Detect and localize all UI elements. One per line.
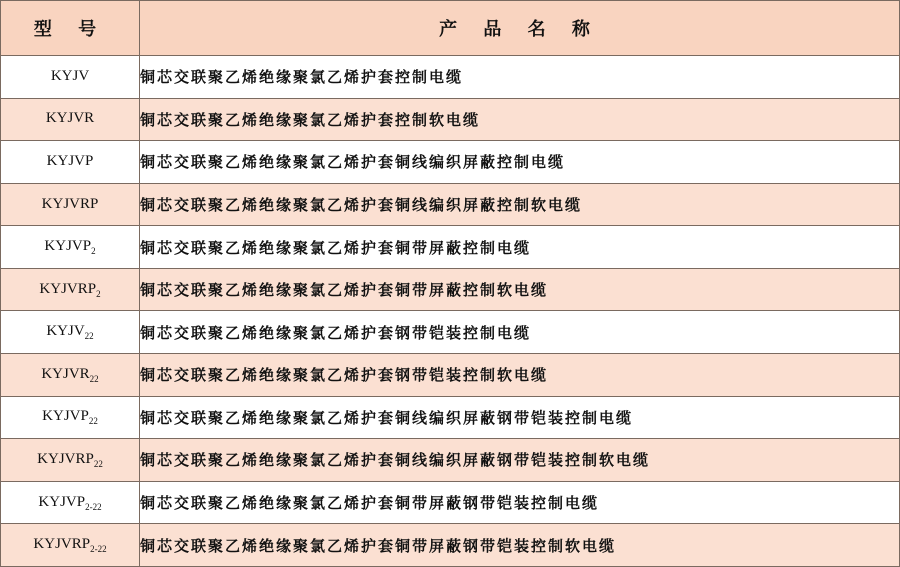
- table-header: [1, 1, 900, 56]
- model-subscript: 2: [96, 288, 101, 299]
- model-code: KYJVRP: [33, 536, 91, 553]
- header-row: [1, 1, 900, 56]
- model-cell: [1, 396, 140, 439]
- table-row: [1, 524, 900, 567]
- table-row: [1, 141, 900, 184]
- product-name-cell: 铜芯交联聚乙烯绝缘聚氯乙烯护套钢带铠装控制软电缆: [140, 354, 900, 397]
- model-code: KYJVP: [38, 493, 86, 510]
- product-name-cell: 铜芯交联聚乙烯绝缘聚氯乙烯护套钢带铠装控制电缆: [140, 311, 900, 354]
- model-cell: [1, 141, 140, 184]
- table-row: [1, 481, 900, 524]
- model-code: KYJVP: [42, 408, 89, 425]
- model-cell: [1, 183, 140, 226]
- model-subscript: 22: [89, 373, 99, 384]
- model-cell: [1, 268, 140, 311]
- table-row: [1, 226, 900, 269]
- header-model: 型 号: [1, 1, 140, 56]
- model-cell: [1, 354, 140, 397]
- product-name-cell: 铜芯交联聚乙烯绝缘聚氯乙烯护套铜带屏蔽控制软电缆: [140, 268, 900, 311]
- product-name-cell: 铜芯交联聚乙烯绝缘聚氯乙烯护套铜线编织屏蔽钢带铠装控制软电缆: [140, 439, 900, 482]
- model-code: KYJVP: [44, 238, 92, 255]
- header-product-name: 产 品 名 称: [140, 1, 900, 56]
- table-row: [1, 268, 900, 311]
- product-name-cell: 铜芯交联聚乙烯绝缘聚氯乙烯护套铜带屏蔽控制电缆: [140, 226, 900, 269]
- model-cell: [1, 311, 140, 354]
- product-name-cell: 铜芯交联聚乙烯绝缘聚氯乙烯护套铜带屏蔽钢带铠装控制电缆: [140, 481, 900, 524]
- model-code: KYJVR: [45, 110, 95, 127]
- product-name-cell: 铜芯交联聚乙烯绝缘聚氯乙烯护套控制软电缆: [140, 98, 900, 141]
- model-cell: [1, 98, 140, 141]
- model-cell: [1, 439, 140, 482]
- model-subscript: 22: [88, 416, 98, 427]
- product-name-cell: 铜芯交联聚乙烯绝缘聚氯乙烯护套铜线编织屏蔽控制软电缆: [140, 183, 900, 226]
- model-subscript: 2-22: [85, 501, 102, 512]
- model-code: KYJV: [46, 323, 85, 340]
- model-cell: [1, 56, 140, 99]
- table-row: [1, 183, 900, 226]
- model-code: KYJVP: [46, 152, 94, 169]
- product-name-cell: 铜芯交联聚乙烯绝缘聚氯乙烯护套铜线编织屏蔽钢带铠装控制电缆: [140, 396, 900, 439]
- table-row: [1, 56, 900, 99]
- table-row: [1, 98, 900, 141]
- table-row: [1, 311, 900, 354]
- table-row: [1, 396, 900, 439]
- table-row: [1, 439, 900, 482]
- table-row: [1, 354, 900, 397]
- model-code: KYJVRP: [37, 450, 94, 467]
- model-cell: [1, 524, 140, 567]
- model-code: KYJV: [50, 67, 90, 84]
- model-cell: [1, 226, 140, 269]
- model-subscript: 22: [84, 331, 94, 342]
- model-subscript: 22: [93, 458, 103, 469]
- model-cell: [1, 481, 140, 524]
- model-code: KYJVRP: [39, 280, 97, 297]
- model-code: KYJVRP: [41, 195, 99, 212]
- product-name-cell: 铜芯交联聚乙烯绝缘聚氯乙烯护套铜线编织屏蔽控制电缆: [140, 141, 900, 184]
- product-name-cell: 铜芯交联聚乙烯绝缘聚氯乙烯护套控制电缆: [140, 56, 900, 99]
- model-subscript: 2: [91, 246, 96, 257]
- model-code: KYJVR: [41, 365, 90, 382]
- model-subscript: 2-22: [90, 544, 107, 555]
- table-body: [1, 56, 900, 567]
- product-name-cell: 铜芯交联聚乙烯绝缘聚氯乙烯护套铜带屏蔽钢带铠装控制软电缆: [140, 524, 900, 567]
